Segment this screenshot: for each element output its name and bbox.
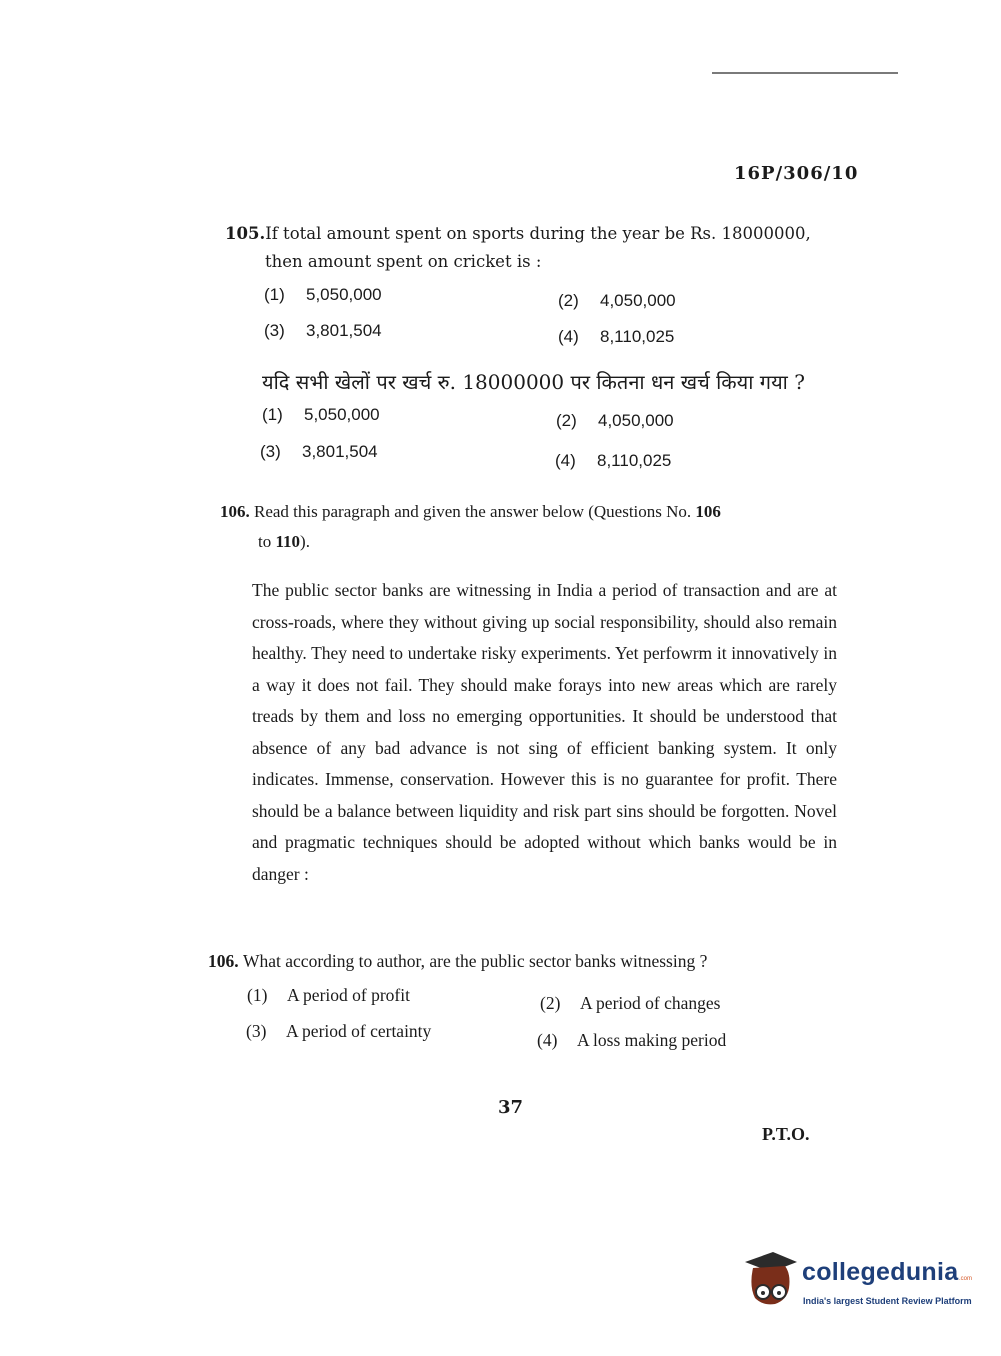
question-range-start: 106 [695, 502, 721, 521]
hindi-option-1 [262, 405, 380, 425]
watermark-com: .com [959, 1276, 973, 1282]
option-number: (2) [556, 411, 577, 430]
option-1 [264, 285, 382, 305]
hindi-question: यदि सभी खेलों पर खर्च रु. 18000000 पर कितना धन खर्च किया गया ? [262, 370, 805, 394]
option-text: A period of profit [287, 985, 410, 1005]
pto-label: P.T.O. [762, 1124, 810, 1144]
option-text: A loss making period [577, 1030, 727, 1050]
hindi-option-3 [260, 442, 378, 462]
option-3 [264, 321, 382, 341]
option-number: (2) [558, 291, 579, 310]
intro-line1 [220, 497, 850, 527]
question-106-intro [220, 497, 850, 557]
option-number: (4) [555, 451, 576, 470]
option-text: 4,050,000 [598, 411, 674, 430]
option-text: 8,110,025 [600, 327, 675, 346]
option-number: (4) [558, 327, 579, 346]
page-number: 37 [498, 1097, 524, 1118]
top-rule [712, 72, 898, 74]
question-105 [225, 220, 855, 276]
question-text: What according to author, are the public sector banks witnessing ? [243, 951, 708, 971]
option-text: 8,110,025 [597, 451, 672, 470]
q106-option-4 [537, 1030, 726, 1051]
option-text: 5,050,000 [304, 405, 380, 424]
question-number: 106. [220, 502, 250, 521]
reading-passage: The public sector banks are witnessing in India a period of transaction and are at cross-roads, where they without giving up social responsibility, should also remain healthy. They need to undertake risky experiments. Yet perfowrm it innovatively in a way it does not fail. They should make forays into new areas which are rarely treads by them and loss no emerging opportunities. It should be understood that absence of any bad advance is not sing of efficient banking system. It only indicates. Immense, conservation. However this is no guarantee for profit. There should be a balance between liquidity and risk part sins should be forgotten. Novel and pragmatic techniques should be adopted without which banks would be in danger : [252, 580, 837, 884]
option-text: A period of changes [580, 993, 721, 1013]
watermark-brand: collegedunia [802, 1258, 959, 1286]
question-105-line1 [225, 220, 855, 248]
option-number: (3) [264, 321, 285, 340]
option-text: 3,801,504 [302, 442, 378, 461]
option-text: 3,801,504 [306, 321, 382, 340]
question-106 [208, 946, 848, 976]
q106-option-2 [540, 993, 720, 1014]
q106-option-3 [246, 1021, 431, 1042]
option-text: 5,050,000 [306, 285, 382, 304]
intro-to: to [258, 532, 276, 551]
option-number: (4) [537, 1030, 558, 1050]
intro-end: ). [300, 532, 310, 551]
question-range-end: 110 [275, 532, 301, 551]
question-text-cont: then amount spent on cricket is : [265, 252, 542, 271]
hindi-option-2 [556, 411, 674, 431]
hindi-option-4 [555, 451, 671, 471]
question-text: If total amount spent on sports during the year be Rs. 18000000, [265, 224, 811, 243]
paper-code: 16P/306/10 [734, 163, 859, 184]
watermark-tagline: India's largest Student Review Platform [803, 1296, 972, 1306]
intro-line2 [220, 527, 850, 557]
option-number: (1) [247, 985, 268, 1005]
option-text: A period of certainty [286, 1021, 432, 1041]
question-number: 105. [225, 224, 266, 243]
option-2 [558, 291, 676, 311]
question-number: 106. [208, 951, 239, 971]
option-4 [558, 327, 674, 347]
option-number: (2) [540, 993, 561, 1013]
q106-option-1 [247, 985, 410, 1006]
face-icon [751, 1266, 789, 1304]
option-number: (1) [262, 405, 283, 424]
option-number: (3) [260, 442, 281, 461]
option-number: (1) [264, 285, 285, 304]
option-number: (3) [246, 1021, 267, 1041]
intro-text: Read this paragraph and given the answer below (Questions No. [254, 502, 696, 521]
option-text: 4,050,000 [600, 291, 676, 310]
